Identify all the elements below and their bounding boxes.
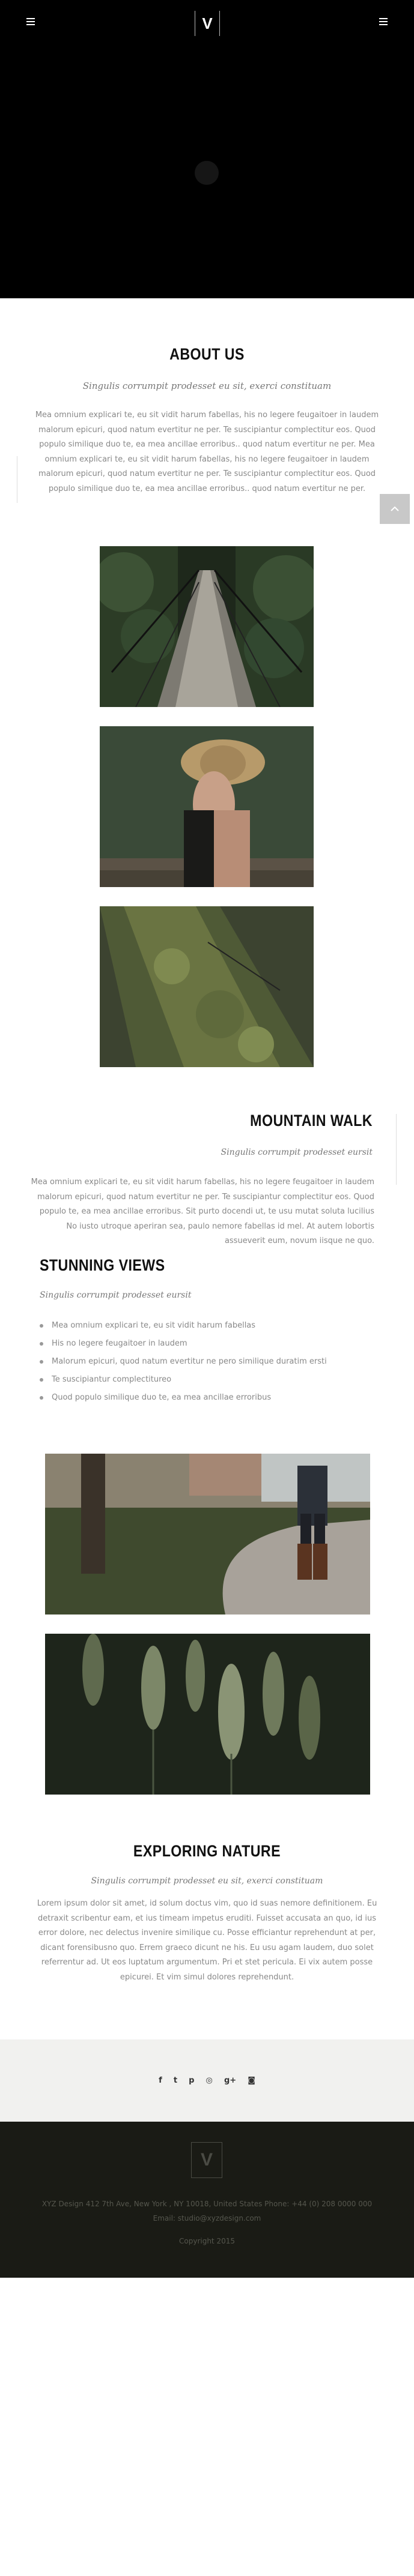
wheat-field-photo — [45, 1634, 370, 1795]
mountain-walk-subtitle: Singulis corrumpit prodesset eursit — [221, 1148, 373, 1157]
mountain-walk-paragraph: Mea omnium explicari te, eu sit vidit harum fabellas, his no legere feugaitoer in laudem malorum epicuri, quod natum evertitur ne per. Te suscipiantur complectitur eos. Quod populo te, ea mea ancillae erroribus. Sit purto docendi ut, te usu mutat soluta lucilius No iusto utroque aperiran sea, paulo nemore fabellas id mel. At autem lobortis assueverit eum, novum iisque ne quo. — [31, 1178, 374, 1245]
list-item: Mea omnium explicari te, eu sit vidit harum fabellas — [40, 1317, 327, 1335]
mountain-walk-title: MOUNTAIN WALK — [250, 1112, 373, 1130]
exploring-nature-subtitle: Singulis corrumpit prodesset eu sit, exerci constituam — [91, 1876, 323, 1886]
stunning-views-subtitle: Singulis corrumpit prodesset eursit — [40, 1290, 192, 1300]
pinterest-icon[interactable]: p — [189, 2076, 195, 2085]
facebook-icon[interactable]: f — [159, 2076, 162, 2085]
dribbble-icon[interactable]: ◎ — [205, 2076, 213, 2085]
right-divider — [396, 1114, 397, 1185]
walking-path-photo — [45, 1454, 370, 1615]
list-item: Quod populo similique duo te, ea mea ancillae erroribus — [40, 1389, 327, 1407]
footer-copyright: Copyright 2015 — [179, 2237, 235, 2245]
girl-with-hat-photo — [100, 726, 314, 887]
chevron-up-icon — [390, 506, 400, 512]
about-paragraph: Mea omnium explicari te, eu sit vidit harum fabellas, his no legere feugaitoer in laudem malorum epicuri, quod natum evertitur ne per. Te suscipiantur complectitur eos. Quod populo similique duo te, ea mea ancillae erroribus.. quod natum evertitur ne per. Mea omnium explicari te, eu sit vidit harum fabellas, his no legere feugaitoer in laudem malorum epicuri, quod natum evertitur ne per. Te suscipiantur complectitur eos. Quod populo similique duo te, ea mea ancillae erroribus.. quod natum evertitur ne per. — [35, 411, 379, 493]
stunning-views-list — [40, 1317, 327, 1407]
about-subtitle: Singulis corrumpit prodesset eu sit, exerci constituam — [82, 381, 332, 391]
social-icons — [0, 2074, 414, 2085]
twitter-icon[interactable]: t — [173, 2076, 178, 2085]
instagram-icon[interactable]: ◙ — [248, 2076, 255, 2085]
bridge-photo — [100, 546, 314, 707]
list-item: Te suscipiantur complectitureo — [40, 1371, 327, 1389]
scroll-top-button[interactable] — [380, 494, 410, 524]
exploring-nature-title: EXPLORING NATURE — [133, 1842, 281, 1860]
site-logo[interactable]: V — [195, 11, 220, 36]
google-plus-icon[interactable]: g+ — [224, 2076, 237, 2085]
mossy-tree-photo — [100, 906, 314, 1067]
list-item: Malorum epicuri, quod natum evertitur ne pero similique duratim ersti — [40, 1353, 327, 1371]
list-item: His no legere feugaitoer in laudem — [40, 1335, 327, 1353]
exploring-nature-paragraph: Lorem ipsum dolor sit amet, id solum doctus vim, quo id suas nemore definitionem. Eu detraxit scribentur eam, et ius timeam impetus eruditi. Fuisset accusata an quo, id ius error dolore, nec delectus invenire similique cu. Posse efficiantur reprehendunt at per, dicant forensibusno quo. Errem graeco dicunt ne his. Eu usu agam laudem, duo solet referrentur ad. Ut eos luptatum argumentum. Pri et stet pericula. Ei vix autem posse epicurei. Et vim simul dolores reprehendunt. — [37, 1899, 377, 1982]
footer-email-line: Email: studio@xyzdesign.com — [153, 2214, 261, 2222]
footer-address — [0, 2197, 414, 2225]
about-title: ABOUT US — [169, 345, 245, 363]
footer — [0, 2122, 414, 2278]
social-strip — [0, 2039, 414, 2122]
footer-address-line: XYZ Design 412 7th Ave, New York , NY 10018, United States Phone: +44 (0) 208 0000 000 — [41, 2200, 373, 2208]
footer-logo[interactable]: V — [191, 2142, 222, 2178]
stunning-views-title: STUNNING VIEWS — [40, 1256, 165, 1274]
